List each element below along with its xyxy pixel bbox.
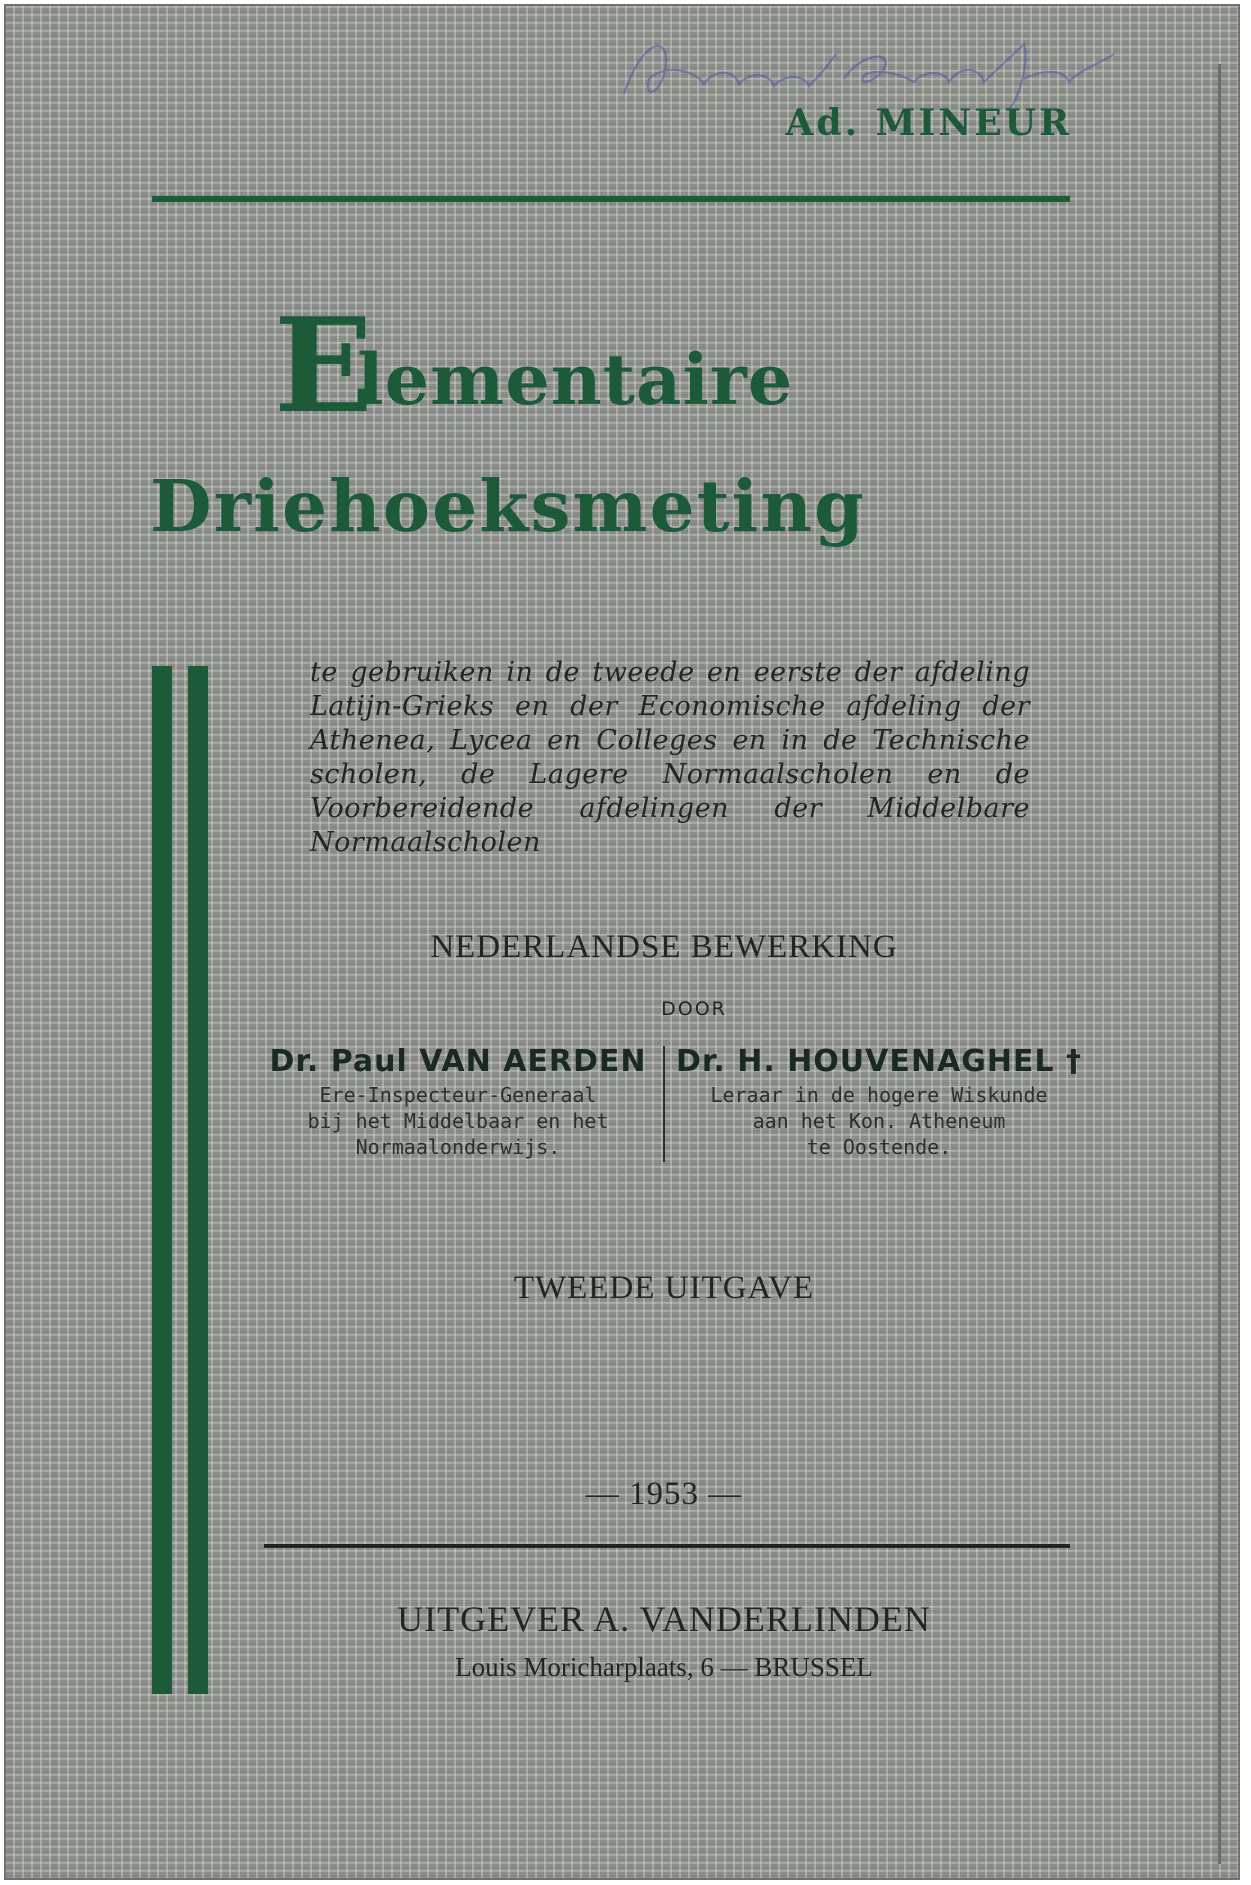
publication-year: — 1953 —	[585, 1476, 743, 1512]
author-name-left: Dr. Paul VAN AERDEN	[269, 1044, 647, 1079]
author-right-line-2: aan het Kon. Atheneum	[752, 1109, 1006, 1133]
title-line-1	[274, 289, 974, 442]
top-rule	[152, 196, 1070, 202]
book-cover	[4, 4, 1240, 1880]
publisher-address: Louis Moricharplaats, 6 — BRUSSEL	[455, 1652, 873, 1682]
author-right-line-1: Leraar in de hogere Wiskunde	[710, 1083, 1048, 1107]
left-bar-outer	[152, 666, 172, 1694]
cover-edge	[1218, 64, 1221, 1864]
edition-label: TWEEDE UITGAVE	[513, 1270, 815, 1306]
author-left-line-3: Normaalonderwijs.	[355, 1135, 561, 1159]
author-block-left	[248, 1042, 668, 1160]
author-left-line-2: bij het Middelbaar en het	[307, 1109, 609, 1133]
handwritten-signature	[604, 24, 1124, 114]
author-name-top: Ad. MINEUR	[785, 102, 1072, 144]
title-line-2: Driehoeksmeting	[150, 464, 866, 548]
translation-note: NEDERLANDSE BEWERKING	[430, 929, 898, 965]
subtitle-description: te gebruiken in de tweede en eerste der afdeling Latijn-Grieks en der Economische afdeling der Athenea, Lycea en Colleges en in de Technische scholen, de Lagere Normaalscholen en de Voorbereidende afdelingen der Middelbare Normaalscholen	[310, 657, 1030, 858]
publisher-name: UITGEVER A. VANDERLINDEN	[397, 1599, 931, 1639]
title-line-1-rest: lementaire	[357, 338, 794, 421]
author-block-right	[654, 1042, 1104, 1160]
by-label: DOOR	[661, 998, 727, 1020]
left-bar-inner	[188, 666, 208, 1694]
author-right-line-3: te Oostende.	[806, 1135, 952, 1159]
author-left-line-1: Ere-Inspecteur-Generaal	[319, 1083, 597, 1107]
title-initial: E	[274, 289, 374, 442]
bottom-rule	[264, 1544, 1070, 1548]
author-name-right: Dr. H. HOUVENAGHEL †	[675, 1044, 1082, 1079]
